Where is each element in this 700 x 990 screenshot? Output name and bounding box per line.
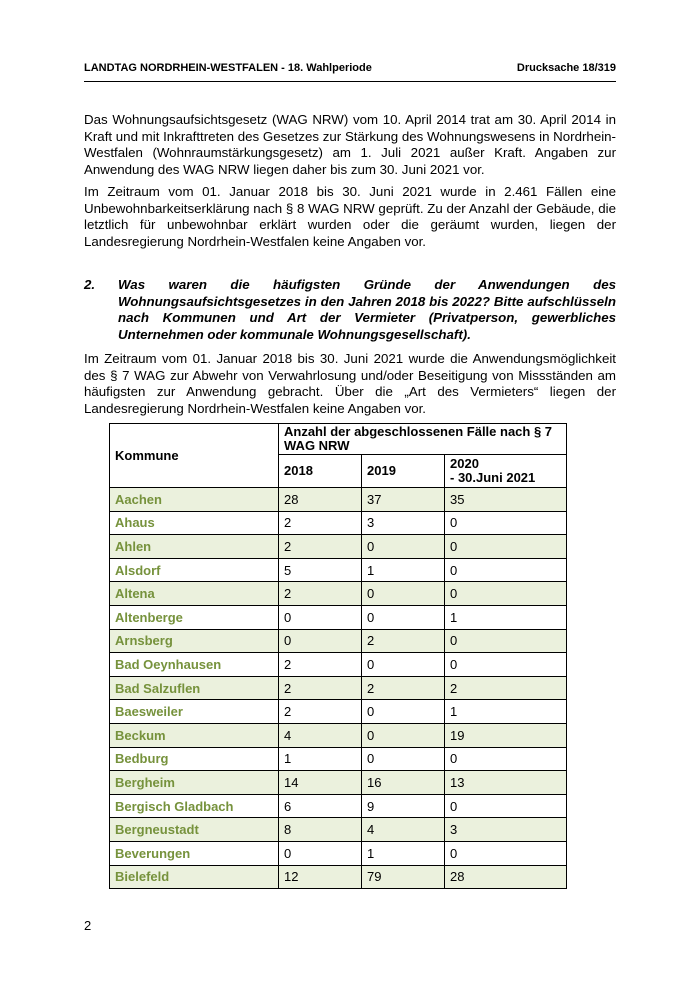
cell-2018: 28: [279, 488, 362, 512]
cell-2020: 0: [445, 582, 567, 606]
cell-2018: 5: [279, 558, 362, 582]
cell-kommune: Bergisch Gladbach: [110, 794, 279, 818]
column-header-2020: 2020 - 30.Juni 2021: [445, 455, 567, 488]
cell-2018: 1: [279, 747, 362, 771]
cell-2018: 2: [279, 653, 362, 677]
table-row: [110, 535, 567, 559]
cell-kommune: Bielefeld: [110, 865, 279, 889]
table-row: [110, 700, 567, 724]
cell-kommune: Altenberge: [110, 605, 279, 629]
page-header: [84, 62, 616, 74]
cell-2020: 3: [445, 818, 567, 842]
cell-kommune: Bergheim: [110, 771, 279, 795]
table-row: [110, 723, 567, 747]
table-row: [110, 582, 567, 606]
paragraph-wag-validity: Das Wohnungsaufsichtsgesetz (WAG NRW) vom 10. April 2014 trat am 30. April 2014 in Kraft und mit Inkrafttreten des Gesetzes zur Stärkung des Wohnungswesens in Nordrhein-Westfalen (Wohnraumstärkungsgesetz) am 1. Juli 2021 außer Kraft. Angaben zur Anwendung des WAG NRW liegen daher bis zum 30. Juni 2021 vor.: [84, 112, 616, 177]
cell-2019: 0: [362, 700, 445, 724]
cell-2019: 0: [362, 582, 445, 606]
paragraph-unbewohnbarkeit: Im Zeitraum vom 01. Januar 2018 bis 30. Juni 2021 wurde in 2.461 Fällen eine Unbewohnbarkeitserklärung nach § 8 WAG NRW geprüft. Zu der Anzahl der Gebäude, die letztlich für unbewohnbar erklärt wurden oder die geräumt wurden, liegen der Landesregierung Nordrhein-Westfalen keine Angaben vor.: [84, 184, 616, 249]
cell-2019: 3: [362, 511, 445, 535]
cell-2020: 19: [445, 723, 567, 747]
cell-2019: 0: [362, 535, 445, 559]
cell-2018: 2: [279, 511, 362, 535]
table-row: [110, 747, 567, 771]
cell-kommune: Bergneustadt: [110, 818, 279, 842]
cell-2019: 4: [362, 818, 445, 842]
cell-2019: 37: [362, 488, 445, 512]
cell-2020: 0: [445, 794, 567, 818]
cell-2018: 4: [279, 723, 362, 747]
table-row: [110, 605, 567, 629]
cell-kommune: Beckum: [110, 723, 279, 747]
paragraph-answer: Im Zeitraum vom 01. Januar 2018 bis 30. Juni 2021 wurde die Anwendungsmöglichkeit des § 7 WAG zur Abwehr von Verwahrlosung und/oder Beseitigung von Missständen am häufigsten zur Anwendung gebracht. Über die „Art des Vermieters“ liegen der Landesregierung Nordrhein-Westfalen keine Angaben vor.: [84, 351, 616, 416]
cell-kommune: Baesweiler: [110, 700, 279, 724]
column-header-2018: 2018: [279, 455, 362, 488]
cell-2020: 0: [445, 629, 567, 653]
cell-2020: 0: [445, 535, 567, 559]
table-row: [110, 676, 567, 700]
cell-2019: 79: [362, 865, 445, 889]
cell-2018: 8: [279, 818, 362, 842]
header-document-number: Drucksache 18/319: [516, 62, 616, 74]
cell-2018: 0: [279, 605, 362, 629]
header-divider: [84, 81, 616, 82]
cell-2020: 2: [445, 676, 567, 700]
cell-kommune: Beverungen: [110, 841, 279, 865]
cases-table: [109, 423, 567, 889]
cell-2020: 1: [445, 605, 567, 629]
cell-2020: 35: [445, 488, 567, 512]
table-row: [110, 841, 567, 865]
cell-2019: 0: [362, 653, 445, 677]
table-row: [110, 865, 567, 889]
cell-2018: 2: [279, 700, 362, 724]
cell-2018: 2: [279, 535, 362, 559]
cell-2019: 0: [362, 605, 445, 629]
table-row: [110, 818, 567, 842]
cell-2020: 0: [445, 653, 567, 677]
table-row: [110, 794, 567, 818]
cell-2020: 1: [445, 700, 567, 724]
page-number: 2: [84, 918, 92, 933]
cell-2020: 0: [445, 747, 567, 771]
cell-kommune: Aachen: [110, 488, 279, 512]
cell-kommune: Altena: [110, 582, 279, 606]
column-header-group: Anzahl der abgeschlossenen Fälle nach § 7 WAG NRW: [279, 424, 567, 455]
cell-2018: 6: [279, 794, 362, 818]
column-header-2019: 2019: [362, 455, 445, 488]
table-row: [110, 771, 567, 795]
cell-2019: 2: [362, 676, 445, 700]
cell-2018: 14: [279, 771, 362, 795]
cell-2018: 2: [279, 582, 362, 606]
table-row: [110, 629, 567, 653]
cell-2020: 13: [445, 771, 567, 795]
table-row: [110, 558, 567, 582]
cell-2020: 28: [445, 865, 567, 889]
cell-kommune: Bedburg: [110, 747, 279, 771]
question-text: Was waren die häufigsten Gründe der Anwendungen des Wohnungsaufsichtsgesetzes in den Jahren 2018 bis 2022? Bitte aufschlüsseln nach Kommunen und Art der Vermieter (Privatperson, gewerbliches Unternehmen oder kommunale Wohnungsgesellschaft).: [118, 277, 616, 342]
cell-kommune: Ahlen: [110, 535, 279, 559]
cell-2020: 0: [445, 841, 567, 865]
cell-kommune: Bad Salzuflen: [110, 676, 279, 700]
cell-kommune: Arnsberg: [110, 629, 279, 653]
cell-2020: 0: [445, 511, 567, 535]
cell-2019: 1: [362, 841, 445, 865]
cell-2018: 0: [279, 841, 362, 865]
cell-2018: 0: [279, 629, 362, 653]
cell-2019: 9: [362, 794, 445, 818]
cell-kommune: Alsdorf: [110, 558, 279, 582]
question-number: 2.: [84, 277, 96, 292]
cell-2018: 2: [279, 676, 362, 700]
table-row: [110, 511, 567, 535]
cell-2020: 0: [445, 558, 567, 582]
question-2: [84, 277, 616, 343]
table-body: [110, 488, 567, 889]
cell-2019: 1: [362, 558, 445, 582]
cell-2019: 2: [362, 629, 445, 653]
cell-2019: 16: [362, 771, 445, 795]
header-title: LANDTAG NORDRHEIN-WESTFALEN - 18. Wahlperiode: [84, 62, 372, 74]
cell-2019: 0: [362, 723, 445, 747]
table-header-row: [110, 424, 567, 455]
table-row: [110, 488, 567, 512]
column-header-kommune: Kommune: [110, 424, 279, 488]
cell-2018: 12: [279, 865, 362, 889]
cell-kommune: Bad Oeynhausen: [110, 653, 279, 677]
cell-kommune: Ahaus: [110, 511, 279, 535]
table-row: [110, 653, 567, 677]
cell-2019: 0: [362, 747, 445, 771]
